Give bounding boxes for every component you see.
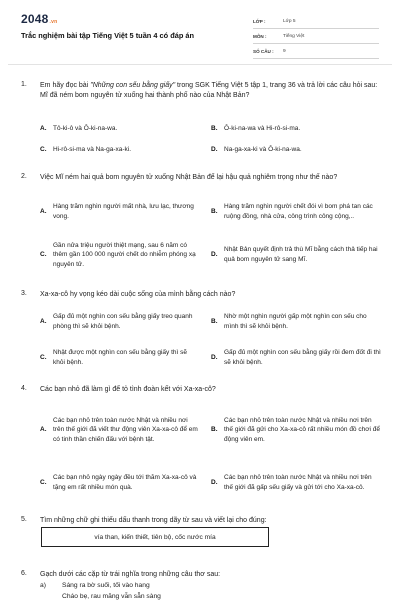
option-text: Nhật được một nghìn con sếu bằng giấy thì sẽ khỏi bệnh. <box>53 349 187 366</box>
option-2a[interactable] <box>40 192 200 232</box>
option-letter: C. <box>40 354 47 362</box>
option-text: Nhật Bản quyết định trả thù Mĩ bằng cách thả tiếp hai quả bom nguyên tử sang Mĩ. <box>224 246 378 263</box>
option-text: Gần nửa triệu người thiệt mạng, sau 6 năm có thêm gần 100 000 người chết do nhiễm phóng xạ nguyên tử. <box>53 241 196 268</box>
option-text: Các bạn nhỏ trên toàn nước Nhật và nhiều nơi trên thế giới đã gấp sếu giấy và gửi tới cho Xa-xa-cô. <box>224 474 372 491</box>
question-number: 6. <box>21 570 27 577</box>
poem-line-1: Sáng ra bờ suối, tối vào hang <box>62 582 150 589</box>
option-letter: D. <box>211 479 218 487</box>
question-number: 1. <box>21 81 27 88</box>
option-text: Hàng trăm nghìn người mất nhà, lưu lạc, thương vong. <box>53 203 194 220</box>
option-1c[interactable] <box>40 145 200 155</box>
meta-row-question-count <box>253 44 379 59</box>
option-text: Nhờ một nghìn người gấp một nghìn con sếu cho mình thì sẽ khỏi bệnh. <box>224 313 367 330</box>
option-2b[interactable] <box>211 192 381 232</box>
meta-value: Lớp 5 <box>283 18 296 24</box>
option-letter: B. <box>211 208 218 216</box>
question-number: 5. <box>21 516 27 523</box>
option-4a[interactable] <box>40 404 200 456</box>
option-3b[interactable] <box>211 307 381 337</box>
option-text: Các bạn nhỏ trên toàn nước Nhật và nhiều nơi trên thế giới đã gửi cho Xa-xa-cô rất nhiều món đồ chơi để động viên em. <box>224 416 380 443</box>
question-number: 3. <box>21 290 27 297</box>
option-4c[interactable] <box>40 463 200 503</box>
document-title: Trắc nghiệm bài tập Tiếng Việt 5 tuần 4 có đáp án <box>21 31 195 40</box>
stem-reading-title: "Những con sếu bằng giấy" <box>90 82 176 89</box>
option-1d[interactable] <box>211 145 381 155</box>
logo-text: 2048 <box>21 12 49 26</box>
question-stem: Xa-xa-cô hy vọng kéo dài cuộc sống của mình bằng cách nào? <box>40 291 236 298</box>
option-letter: A. <box>40 426 47 434</box>
question-stem: Gạch dưới các cặp từ trái nghĩa trong những câu thơ sau: <box>40 571 221 578</box>
option-letter: D. <box>211 251 218 259</box>
meta-value: 9 <box>283 48 286 54</box>
option-text: Ô-ki-na-wa và Hi-rô-si-ma. <box>224 125 301 132</box>
option-letter: B. <box>211 318 218 326</box>
option-text: Na-ga-xa-ki và Ô-ki-na-wa. <box>224 146 302 153</box>
option-text: Gấp đủ một nghìn con sếu bằng giấy treo quanh phòng thì sẽ khỏi bệnh. <box>53 313 193 330</box>
meta-label: MÔN : <box>253 33 267 39</box>
option-text: Hi-rô-si-ma và Na-ga-xa-ki. <box>53 146 132 153</box>
option-2d[interactable] <box>211 236 381 274</box>
option-text: Gấp đủ một nghìn con sếu bằng giấy rồi đem đốt đi thì sẽ khỏi bệnh. <box>224 349 381 366</box>
meta-row-class <box>253 14 379 29</box>
option-1b[interactable] <box>211 124 381 134</box>
question-stem: Tìm những chữ ghi thiếu dấu thanh trong dãy từ sau và viết lại cho đúng: <box>40 517 267 524</box>
option-3a[interactable] <box>40 307 200 337</box>
option-letter: B. <box>211 125 218 132</box>
meta-row-subject <box>253 29 379 44</box>
option-letter: D. <box>211 146 218 153</box>
stem-question: Mĩ đã ném bom nguyên tử xuống hai thành phố nào của Nhật Bản? <box>40 92 250 100</box>
option-letter: A. <box>40 208 47 216</box>
site-logo[interactable] <box>21 12 57 26</box>
option-text: Hàng trăm nghìn người chết đói vì bom phá tan các ruộng đồng, nhà cửa, công trình công cộng,.. <box>224 203 373 220</box>
poem-line-2: Cháo bẹ, rau măng vẫn sẵn sàng <box>62 593 161 600</box>
word-list-box: vía than, kiến thiết, tiên bộ, cốc nước mía <box>41 527 269 547</box>
question-number: 2. <box>21 173 27 180</box>
question-stem <box>40 81 381 101</box>
question-stem: Các bạn nhỏ đã làm gì để tỏ tình đoàn kết với Xa-xa-cô? <box>40 386 216 393</box>
option-1a[interactable] <box>40 124 200 134</box>
option-letter: C. <box>40 146 47 153</box>
option-letter: B. <box>211 426 218 434</box>
option-letter: D. <box>211 354 218 362</box>
stem-text: trong SGK Tiếng Việt 5 tập 1, trang 36 và trả lời các câu hỏi sau: <box>175 82 378 89</box>
option-3c[interactable] <box>40 343 200 373</box>
meta-label: LỚP : <box>253 18 266 24</box>
option-letter: C. <box>40 251 47 259</box>
option-2c[interactable] <box>40 236 200 274</box>
meta-value: Tiếng Việt <box>283 33 305 39</box>
header-divider <box>8 64 392 65</box>
option-letter: C. <box>40 479 47 487</box>
document-header <box>0 0 400 62</box>
question-stem: Việc Mĩ ném hai quả bom nguyên tử xuống Nhật Bản để lại hậu quả nghiêm trọng như thế nào? <box>40 174 338 181</box>
option-4d[interactable] <box>211 463 381 503</box>
option-text: Tô-ki-ô và Ô-ki-na-wa. <box>53 125 118 132</box>
option-4b[interactable] <box>211 404 381 456</box>
meta-label: SỐ CÂU : <box>253 48 274 54</box>
meta-info-table <box>253 14 379 59</box>
stem-text: Em hãy đọc bài <box>40 82 91 89</box>
option-letter: A. <box>40 125 47 132</box>
option-text: Các bạn nhỏ trên toàn nước Nhật và nhiều nơi trên thế giới đã viết thư động viên Xa-xa-cô để em có tinh thần chiến đấu với bệnh tật. <box>53 416 198 443</box>
logo-suffix: .vn <box>49 19 58 25</box>
option-letter: A. <box>40 318 47 326</box>
question-number: 4. <box>21 385 27 392</box>
option-text: Các bạn nhỏ ngày ngày đều tới thăm Xa-xa-cô và tặng em rất nhiều món quà. <box>53 474 197 491</box>
option-3d[interactable] <box>211 343 381 373</box>
sub-question-letter: a) <box>40 582 46 589</box>
